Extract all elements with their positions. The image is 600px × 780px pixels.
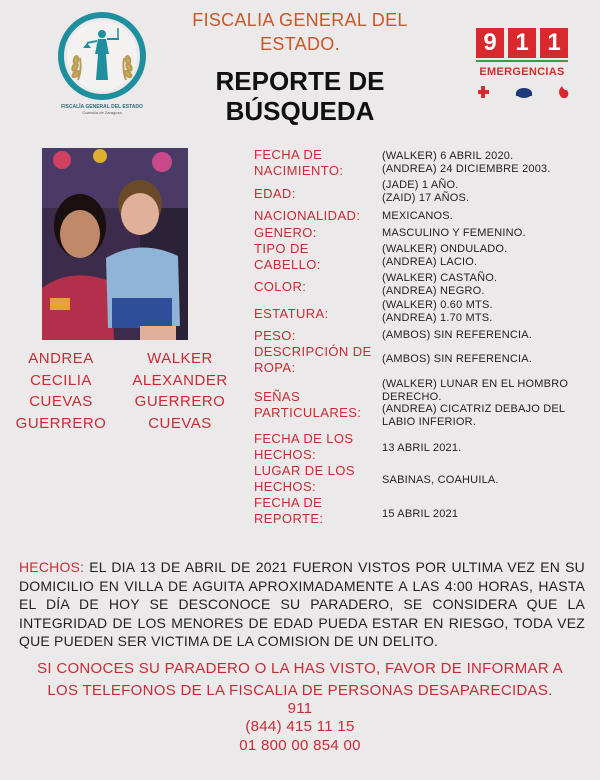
value-line: (WALKER) 0.60 MTS. [382, 299, 493, 311]
clothing-value: (AMBOS) SIN REFERENCIA. [382, 353, 533, 365]
value-line: (WALKER) ONDULADO. [382, 243, 508, 255]
name-line: ANDREA [28, 350, 94, 367]
value-line: (WALKER) CASTAÑO. [382, 272, 498, 284]
value-line: (ANDREA) CICATRIZ DEBAJO DEL [382, 403, 566, 415]
name-line: ALEXANDER [132, 371, 228, 389]
facts-paragraph [19, 558, 585, 651]
missing-persons-photo [42, 148, 188, 340]
gender-value: MASCULINO Y FEMENINO. [382, 227, 526, 239]
medical-cross-icon [478, 86, 489, 98]
clothing-label [254, 344, 372, 376]
photo-image [42, 148, 188, 340]
report-date-label [254, 495, 323, 527]
value-line: (ANDREA) 24 DICIEMBRE 2003. [382, 162, 551, 175]
label-line: HECHOS: [254, 447, 317, 462]
name-line: GUERRERO [134, 393, 226, 410]
agency-line-1: FISCALIA GENERAL DEL [192, 10, 408, 30]
event-place-value: SABINAS, COAHUILA. [382, 474, 499, 486]
age-label: EDAD: [254, 186, 296, 201]
logo-text-line2: Coahuila de Zaragoza [82, 110, 122, 115]
phone-local: (844) 415 11 15 [245, 718, 355, 735]
label-line: SEÑAS [254, 389, 301, 404]
badge-divider [476, 60, 568, 62]
label-line: PARTICULARES: [254, 405, 362, 420]
height-value [382, 299, 493, 324]
color-label: COLOR: [254, 279, 307, 294]
marks-value [382, 378, 568, 428]
value-line: (ANDREA) NEGRO. [382, 284, 485, 297]
badge-digit-1: 1 [508, 28, 536, 58]
marks-label [254, 389, 361, 421]
hair-type-value [382, 243, 507, 268]
contact-line-2: LOS TELEFONOS DE LA FISCALIA DE PERSONAS DESAPARECIDAS. [47, 682, 553, 699]
badge-label: EMERGENCIAS [479, 66, 565, 78]
agency-name [170, 8, 430, 56]
agency-line-2: ESTADO. [260, 34, 340, 54]
nationality-label: NACIONALIDAD: [254, 208, 361, 223]
nationality-value: MEXICANOS. [382, 210, 454, 222]
value-line: LABIO INFERIOR. [382, 415, 477, 428]
label-line: TIPO DE [254, 241, 309, 256]
agency-logo [52, 10, 152, 118]
value-line: (ANDREA) 1.70 MTS. [382, 311, 493, 324]
facts-label: HECHOS: [19, 559, 85, 575]
value-line: (WALKER) 6 ABRIL 2020. [382, 150, 514, 162]
birth-date-value [382, 150, 551, 175]
value-line: (WALKER) LUNAR EN EL HOMBRO [382, 378, 569, 390]
label-line: NACIMIENTO: [254, 163, 344, 178]
badge-digit-1-second: 1 [540, 28, 568, 58]
name-line: GUERRERO [15, 414, 107, 432]
name-line: CECILIA [30, 371, 92, 389]
birth-date-label [254, 147, 343, 179]
name-line: CUEVAS [148, 414, 212, 432]
fire-icon [559, 86, 568, 98]
label-line: DESCRIPCIÓN DE [254, 344, 372, 359]
event-place-label [254, 463, 355, 495]
report-date-value: 15 ABRIL 2021 [382, 508, 459, 520]
police-cap-icon [516, 88, 532, 98]
value-line: (ANDREA) LACIO. [382, 255, 478, 268]
event-date-value: 13 ABRIL 2021. [382, 442, 462, 454]
phone-911: 911 [287, 700, 313, 717]
value-line: (ZAID) 17 AÑOS. [382, 191, 470, 204]
justice-emblem-icon [52, 10, 152, 118]
label-line: FECHA DE [254, 495, 323, 510]
name-line: CUEVAS [29, 393, 93, 410]
label-line: ROPA: [254, 360, 296, 375]
value-line: (JADE) 1 AÑO. [382, 179, 459, 191]
page-title [170, 66, 430, 126]
gender-label: GENERO: [254, 225, 317, 240]
title-line-1: REPORTE DE [215, 66, 385, 96]
event-date-label [254, 431, 353, 463]
label-line: FECHA DE [254, 147, 323, 162]
person-name-walker [115, 348, 245, 434]
age-value [382, 179, 469, 204]
label-line: LUGAR DE LOS [254, 463, 355, 478]
person-name-andrea [0, 348, 126, 434]
facts-text: EL DIA 13 DE ABRIL DE 2021 FUERON VISTOS POR ULTIMA VEZ EN SU DOMICILIO EN VILLA DE AGUITA APROXIMADAMENTE A LAS 4:00 HORAS, HASTA EL DÍA DE HOY SE DESCONOCE SU PARADERO, SE CONSIDERA QUE LA INTEGRIDAD DE LOS MENORES DE EDAD PUEDA ESTAR EN RIESGO, TODA VEZ QUE PUEDEN SER VICTIMA DE LA COMISION DE UN DELITO. [19, 559, 585, 650]
logo-text-line1: FISCALÍA GENERAL DEL ESTADO [61, 104, 143, 110]
color-value [382, 272, 497, 297]
badge-digit-9: 9 [476, 28, 504, 58]
label-line: HECHOS: [254, 479, 317, 494]
contact-line-1: SI CONOCES SU PARADERO O LA HAS VISTO, FAVOR DE INFORMAR A [37, 660, 563, 677]
emergency-911-badge [468, 28, 578, 108]
phone-tollfree: 01 800 00 854 00 [239, 737, 361, 754]
weight-value: (AMBOS) SIN REFERENCIA. [382, 329, 533, 341]
emergency-services-icons [478, 84, 570, 100]
label-line: CABELLO: [254, 257, 321, 272]
title-line-2: BÚSQUEDA [225, 96, 375, 126]
name-line: WALKER [147, 350, 213, 367]
height-label: ESTATURA: [254, 306, 329, 321]
value-line: DERECHO. [382, 390, 442, 403]
hair-type-label [254, 241, 321, 273]
weight-label: PESO: [254, 328, 296, 343]
label-line: REPORTE: [254, 511, 324, 526]
label-line: FECHA DE LOS [254, 431, 354, 446]
